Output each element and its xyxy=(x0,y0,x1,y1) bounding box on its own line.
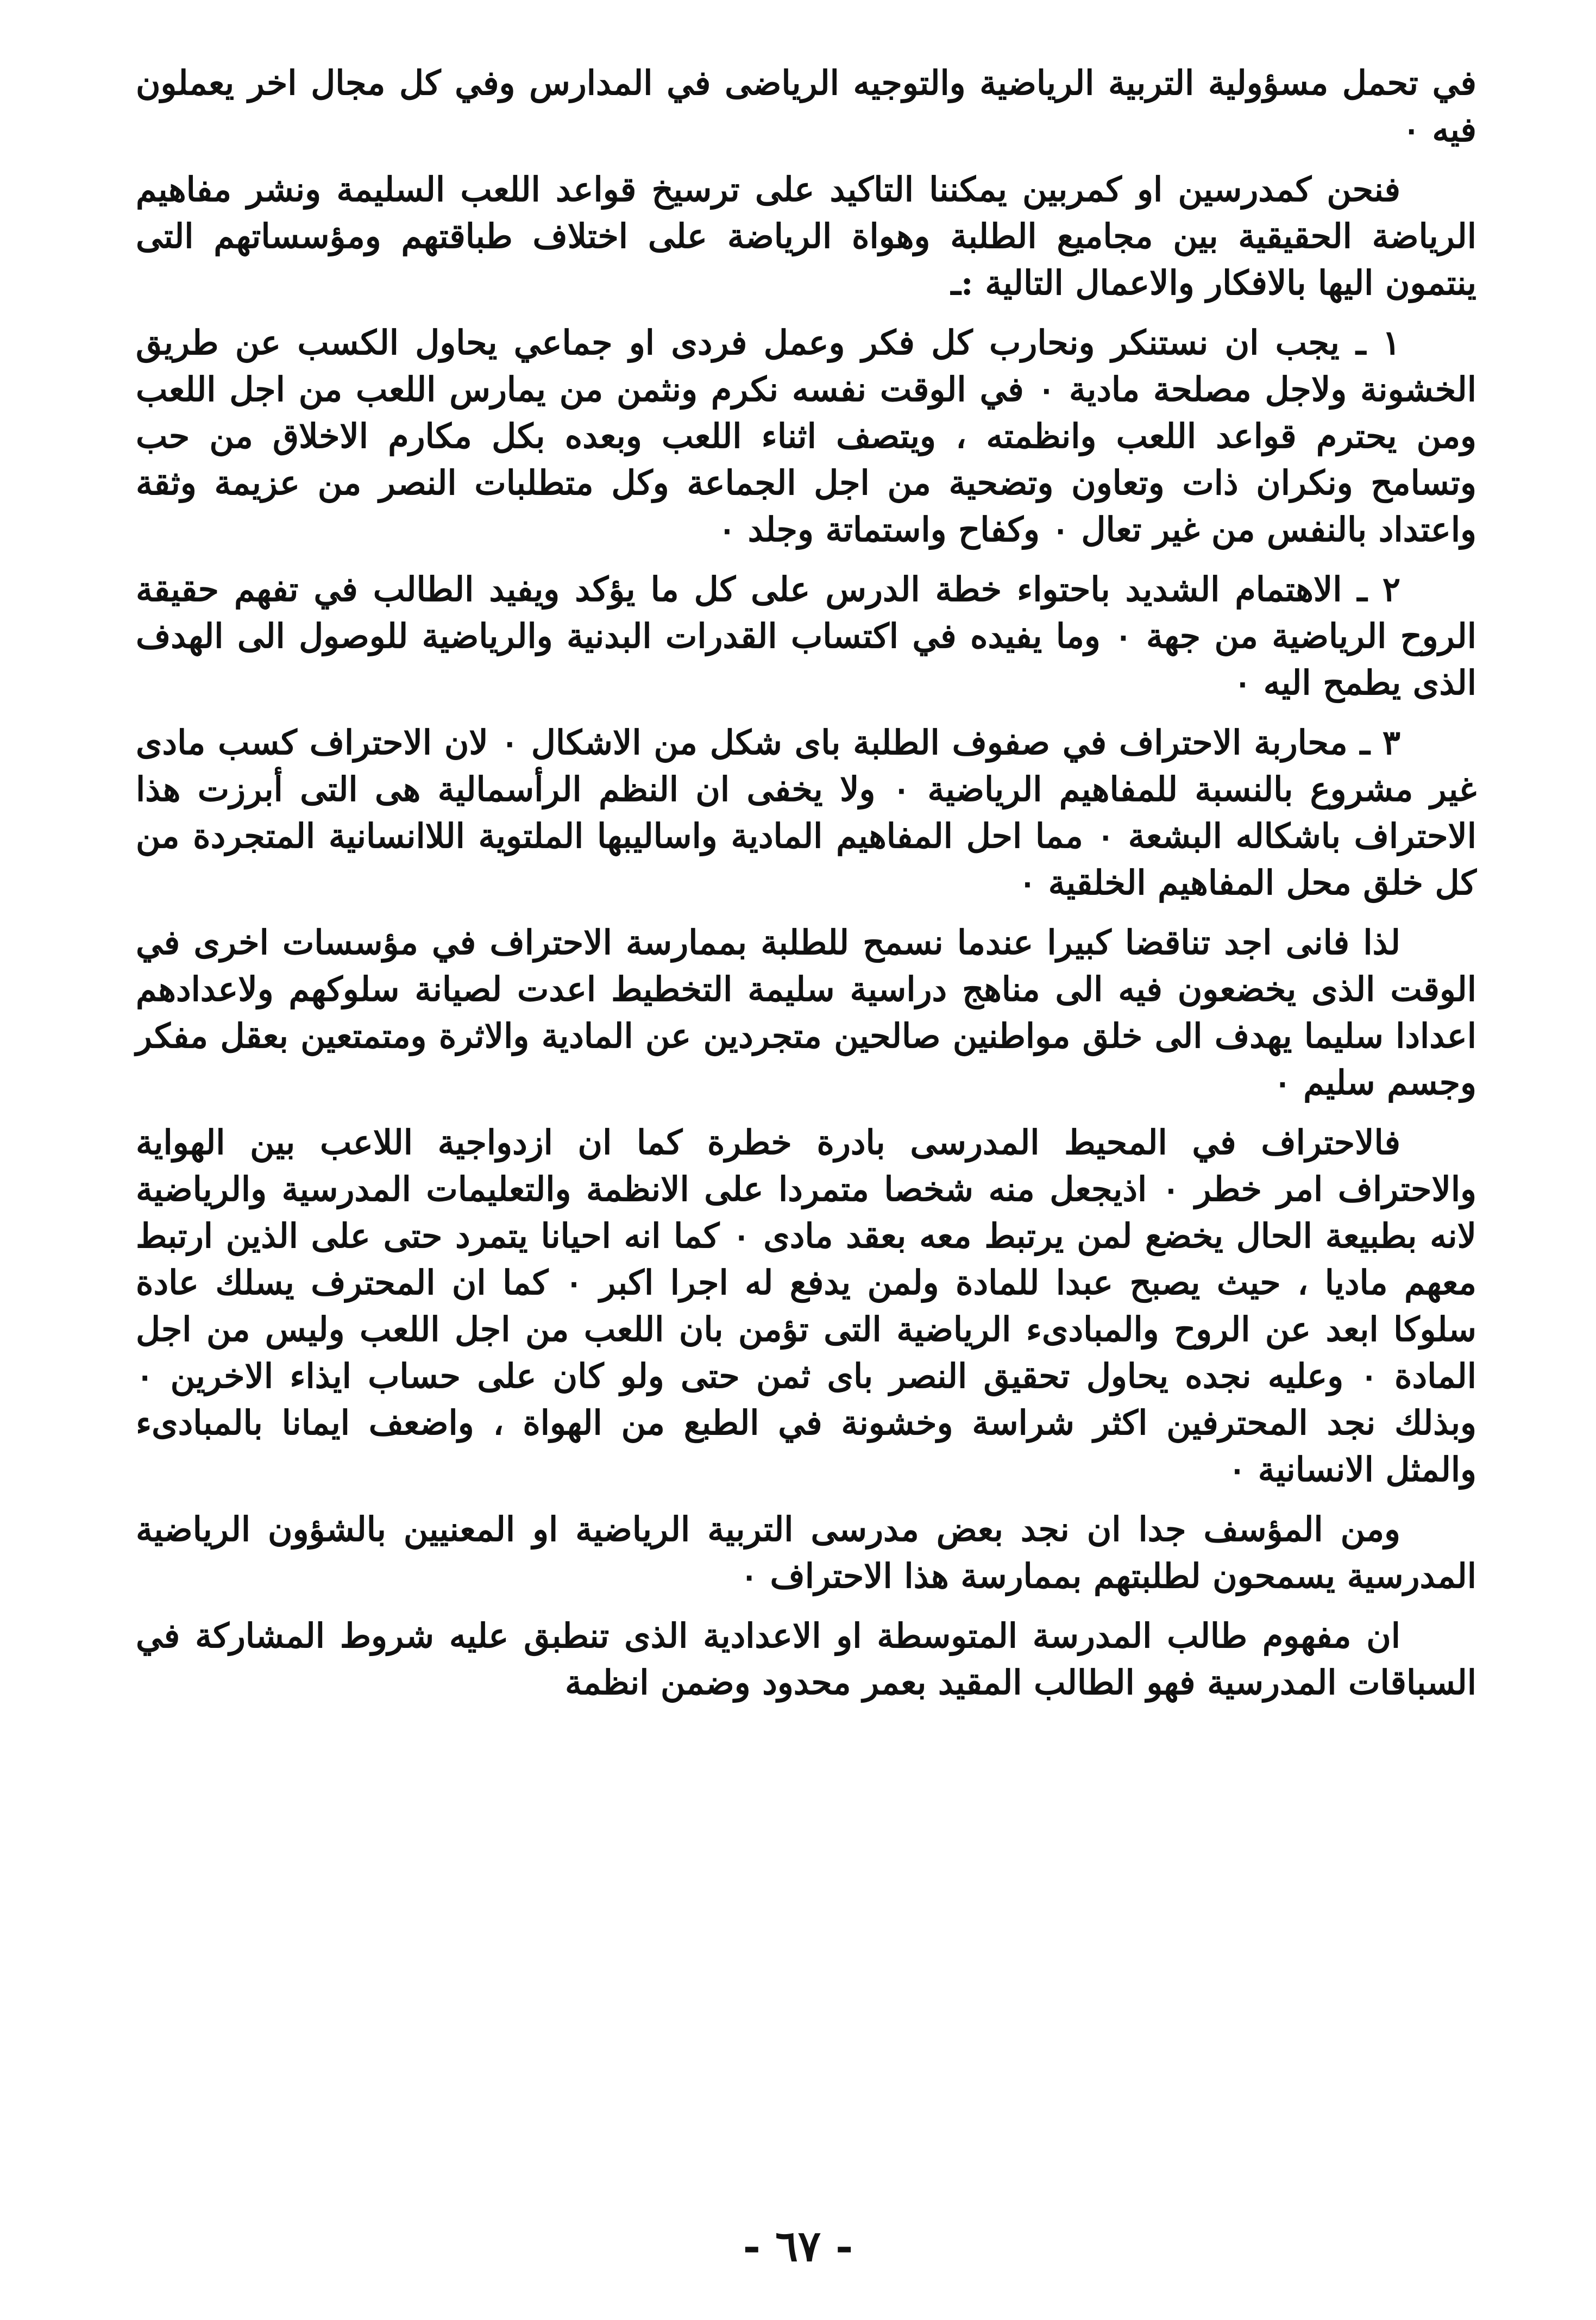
paragraph-intro: في تحمل مسؤولية التربية الرياضية والتوجيه الرياضى في المدارس وفي كل مجال اخر يعملون فيه ٠ xyxy=(136,63,1476,149)
paragraph-contradiction: لذا فانى اجد تناقضا كبيرا عندما نسمح للطلبة بممارسة الاحتراف في مؤسسات اخرى في الوقت الذى يخضعون فيه الى مناهج دراسية سليمة التخطيط اعدت لصيانة سلوكهم ولاعدادهم اعدادا سليما يهدف الى خلق مواطنين صالحين متجردين عن المادية والاثرة ومتمتعين بعقل مفكر وجسم سليم ٠ xyxy=(136,923,1476,1102)
paragraph-point-2: ٢ ـ الاهتمام الشديد باحتواء خطة الدرس على كل ما يؤكد ويفيد الطالب في تفهم حقيقة الروح الرياضية من جهة ٠ وما يفيده في اكتساب القدرات البدنية والرياضية للوصول الى الهدف الذى يطمح اليه ٠ xyxy=(136,569,1477,703)
page-number: - ٦٧ - xyxy=(743,2222,853,2271)
document-page xyxy=(0,60,1596,2320)
paragraph-teachers: فنحن كمدرسين او كمربين يمكننا التاكيد على ترسيخ قواعد اللعب السليمة ونشر مفاهيم الرياضة الحقيقية بين مجاميع الطلبة وهواة الرياضة على اختلاف طباقتهم ومؤسساتهم التى ينتمون اليها بالافكار والاعمال التالية :ـ xyxy=(136,170,1476,303)
paragraph-regret: ومن المؤسف جدا ان نجد بعض مدرسى التربية الرياضية او المعنيين بالشؤون الرياضية المدرسية يسمحون لطلبتهم بممارسة هذا الاحتراف ٠ xyxy=(136,1509,1476,1596)
paragraph-student-concept: ان مفهوم طالب المدرسة المتوسطة او الاعدادية الذى تنطبق عليه شروط المشاركة في السباقات المدرسية فهو الطالب المقيد بعمر محدود وضمن انظمة xyxy=(136,1616,1476,1702)
paragraph-point-1: ١ ـ يجب ان نستنكر ونحارب كل فكر وعمل فردى او جماعي يحاول الكسب عن طريق الخشونة ولاجل مصلحة مادية ٠ في الوقت نفسه نكرم ونثمن من يمارس اللعب من اجل اللعب ومن يحترم قواعد اللعب وانظمته ، ويتصف اثناء اللعب وبعده بكل مكارم الاخلاق من حب وتسامح ونكران ذات وتعاون وتضحية من اجل الجماعة وكل متطلبات النصر من عزيمة وثقة واعتداد بالنفس من غير تعال ٠ وكفاح واستماتة وجلد ٠ xyxy=(136,323,1476,549)
paragraph-professionalism: فالاحتراف في المحيط المدرسى بادرة خطرة كما ان ازدواجية اللاعب بين الهواية والاحتراف امر خطر ٠ اذيجعل منه شخصا متمردا على الانظمة والتعليمات المدرسية والرياضية لانه بطبيعة الحال يخضع لمن يرتبط معه بعقد مادى ٠ كما انه احيانا يتمرد حتى على الذين ارتبط معهم ماديا ، حيث يصبح عبدا للمادة ولمن يدفع له اجرا اكبر ٠ كما ان المحترف يسلك عادة سلوكا ابعد عن الروح والمبادىء الرياضية التى تؤمن بان اللعب من اجل اللعب وليس من اجل المادة ٠ وعليه نجده يحاول تحقيق النصر باى ثمن حتى ولو كان على حساب ايذاء الاخرين ٠ وبذلك نجد المحترفين اكثر شراسة وخشونة في الطبع من الهواة ، واضعف ايمانا بالمبادىء والمثل الانسانية ٠ xyxy=(136,1123,1476,1489)
paragraph-point-3: ٣ ـ محاربة الاحتراف في صفوف الطلبة باى شكل من الاشكال ٠ لان الاحتراف كسب مادى غير مشروع بالنسبة للمفاهيم الرياضية ٠ ولا يخفى ان النظم الرأسمالية هى التى أبرزت هذا الاحتراف باشكاله البشعة ٠ مما احل المفاهيم المادية واساليبها الملتوية اللاانسانية المتجردة من كل خلق محل المفاهيم الخلقية ٠ xyxy=(136,723,1476,902)
